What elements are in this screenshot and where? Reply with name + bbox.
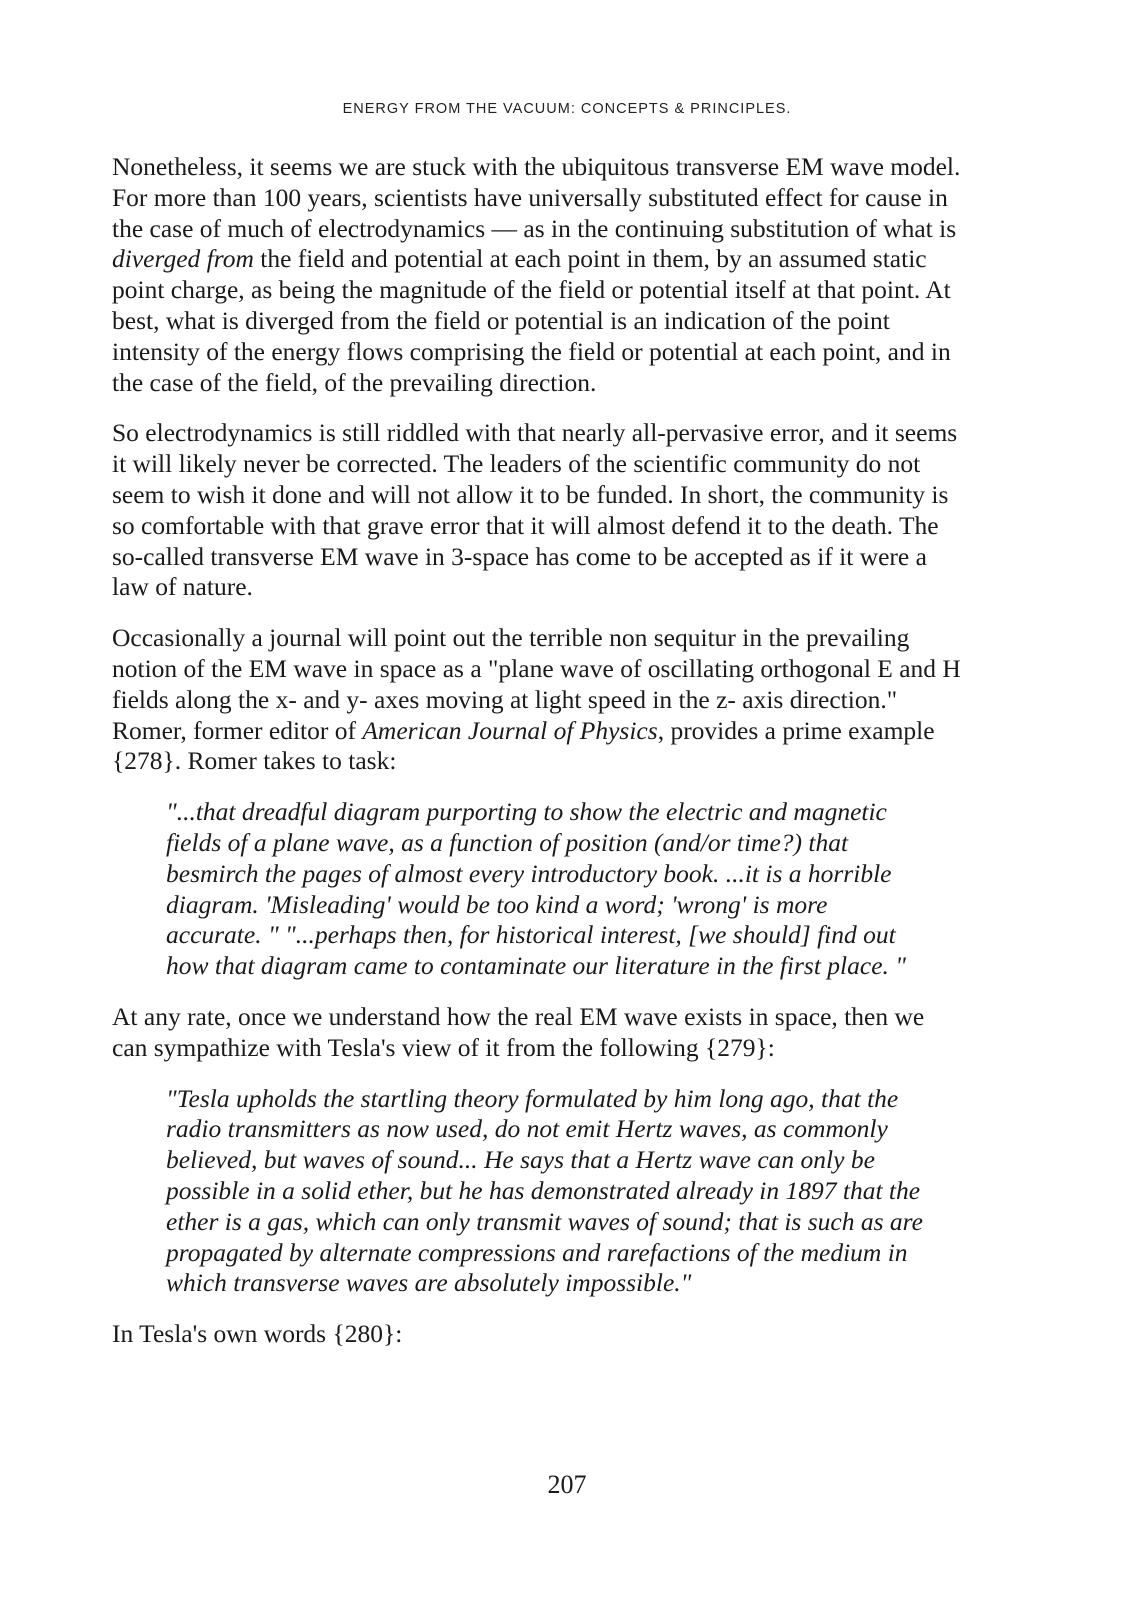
- paragraph-pervasive-error: So electrodynamics is still riddled with that nearly all-pervasive error, and it seems it will likely never be corrected. The leaders of the scientific community do not seem to wish it done and will not allow it to be funded. In short, the community is so comfortable with that grave error that it will almost defend it to the death. The so-called transverse EM wave in 3-space has come to be accepted as if it were a law of nature.: [112, 418, 958, 602]
- block-quote-romer: "...that dreadful diagram purporting to show the electric and magnetic fields of a plane wave, as a function of position (and/or time?) that besmirch the pages of almost every introductory book. ...it is a horrible diagram. 'Misleading' would be too kind a word; 'wrong' is more accurate. " "...perhaps then, for historical interest, [we should] find out how that diagram came to contaminate our literature in the first place. ": [166, 797, 906, 981]
- running-header: ENERGY FROM THE VACUUM: CONCEPTS & PRINCIPLES.: [342, 101, 792, 117]
- paragraph-tesla-view: At any rate, once we understand how the real EM wave exists in space, then we can sympathize with Tesla's view of it from the following {279}:: [112, 1001, 925, 1062]
- page-body: [112, 152, 962, 1370]
- paragraph-text: Occasionally a journal will point out the terrible non sequitur in the prevailing notion of the EM wave in space as a "plane wave of oscillating orthogonal E and H fields along the x- and y- axes moving at light speed in the z- axis direction." Romer, former editor of: [112, 623, 961, 745]
- paragraph-text: , provides a prime example {278}. Romer takes to task:: [112, 715, 935, 776]
- emphasis-text: diverged from: [112, 244, 254, 274]
- paragraph-tesla-own-words: In Tesla's own words {280}:: [112, 1319, 403, 1349]
- journal-title: American Journal of Physics: [362, 715, 658, 745]
- block-quote-tesla: "Tesla upholds the startling theory formulated by him long ago, that the radio transmitters as now used, do not emit Hertz waves, as commonly believed, but waves of sound... He says that a Hertz wave can only be possible in a solid ether, but he has demonstrated already in 1897 that the ether is a gas, which can only transmit waves of sound; that is such as are propagated by alternate compressions and rarefactions of the medium in which transverse waves are absolutely impossible.": [166, 1083, 923, 1298]
- paragraph-text: the field and potential at each point in them, by an assumed static point charge, as being the magnitude of the field or potential itself at that point. At best, what is diverged from the field or potential is an indication of the point intensity of the energy flows comprising the field or potential at each point, and in the case of the field, of the prevailing direction.: [112, 244, 951, 397]
- paragraph-transverse-wave-model: [112, 152, 962, 398]
- page-number: 207: [547, 1470, 587, 1499]
- paragraph-text: Nonetheless, it seems we are stuck with the ubiquitous transverse EM wave model. For more than 100 years, scientists have universally substituted effect for cause in the case of much of electrodynamics — as in the continuing substitution of what is: [112, 152, 961, 243]
- paragraph-romer-example: [112, 623, 962, 777]
